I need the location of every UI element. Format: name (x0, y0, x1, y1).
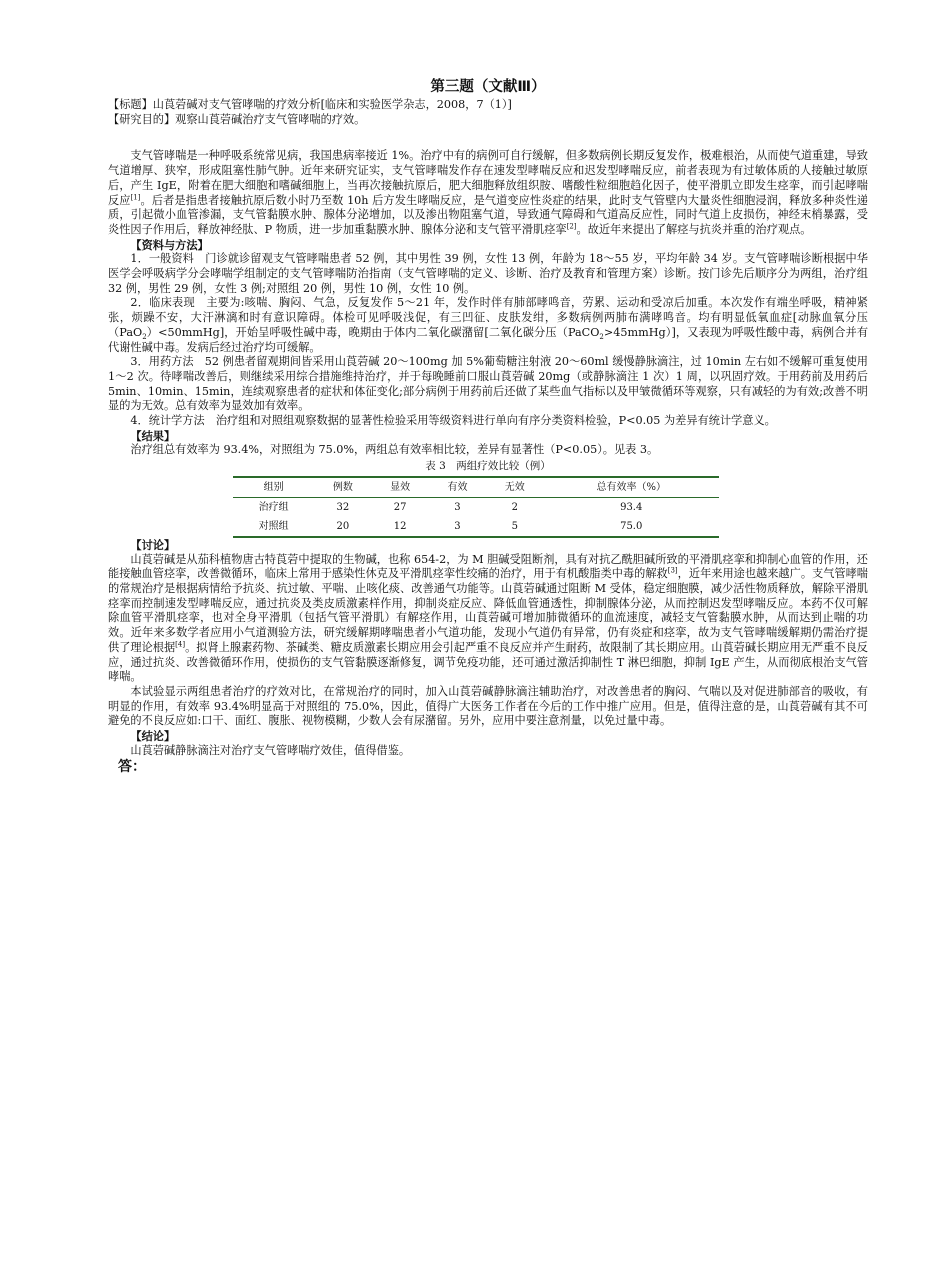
table-cell: 20 (336, 520, 350, 532)
table-cell: 治疗组 (258, 501, 289, 513)
meta-purpose: 【研究目的】观察山莨菪碱治疗支气管哮喘的疗效。 (108, 112, 366, 126)
table-header: 有效 (447, 481, 468, 493)
heading-discussion: 【讨论】 (130, 537, 176, 552)
table-caption: 表 3 两组疗效比较（例） (425, 460, 551, 473)
table-cell: 75.0 (620, 520, 643, 532)
discussion-paragraph-2: 本试验显示两组患者治疗的疗效对比，在常规治疗的同时，加入山莨菪碱静脉滴注辅助治疗，对改善患者的胸闷、气喘以及对促进肺部音的吸收，有明显的作用，有效率 93.4%明显高于对照组的 75.0%，因此，值得广大医务工作者在今后的工作中推广应用。但是，值得注意的是，山莨菪碱有其不可避免的不良反应如:口干、面红、腹胀、视物模糊，少数人会有尿潴留。另外，应用中要注意剂量，以免过量中毒。 (108, 684, 868, 728)
methods-statistics: 4．统计学方法 治疗组和对照组观察数据的显著性检验采用等级资料进行单向有序分类资料检验，P<0.05 为差异有统计学意义。 (130, 414, 776, 428)
table-cell: 93.4 (620, 501, 643, 513)
methods-clinical: 2．临床表现 主要为:咳喘、胸闷、气急，反复发作 5～21 年，发作时伴有肺部哮鸣音，劳累、运动和受凉后加重。本次发作有端坐呼吸，精神紧张，烦躁不安，大汗淋漓和时有意识障碍。体检可见呼吸浅促，有三凹征、皮肤发绀，多数病例两肺布满哮鸣音。均有明显低氧血症[动脉血氧分压（PaO$_2$）<50mmHg]，开始呈呼吸性碱中毒，晚期由于体内二氧化碳潴留[二氧化碳分压（PaCO$_2$>45mmHg）]，又表现为呼吸性酸中毒，病例合并有代谢性碱中毒。发病后经过治疗均可缓解。 (108, 296, 869, 354)
ref-3: [3] (667, 566, 678, 575)
heading-methods: 【资料与方法】 (130, 237, 209, 252)
table-cell: 12 (393, 520, 407, 532)
methods-general: 1．一般资料 门诊就诊留观支气管哮喘患者 52 例，其中男性 39 例，女性 13 例，年龄为 18～55 岁，平均年龄 34 岁。支气管哮喘诊断根据中华医学会呼吸病学分会哮喘学组制定的支气管哮喘防治指南（支气管哮喘的定义、诊断、治疗及教育和管理方案）诊断。按门诊先后顺序分为两组，治疗组 32 例，男性 29 例，女性 3 例;对照组 20 例，男性 10 例，女性 10 例。 (108, 252, 868, 295)
meta-title: 【标题】山莨菪碱对支气管哮喘的疗效分析[临床和实验医学杂志，2008，7（1）] (108, 98, 512, 111)
heading-conclusion: 【结论】 (130, 729, 176, 744)
discussion-paragraph-1: 山莨菪碱是从茄科植物唐古特莨菪中提取的生物碱，也称 654-2，为 M 胆碱受阻断剂，具有对抗乙酰胆碱所致的平滑肌痉挛和抑制心血管的作用，还能接触血管痉挛，改善微循环，临床上常用于感染性休克及平滑肌痉挛性绞痛的治疗，用于有机酸脂类中毒的解救[3]，近年来用途也越来越广。支气管哮喘的常规治疗是根据病情给予抗炎、抗过敏、平喘、止咳化痰、改善通气功能等。山莨菪碱通过阻断 M 受体，稳定细胞膜，减少活性物质释放，解除平滑肌痉挛而控制速发型哮喘反应，通过抗炎及类皮质激素样作用，抑制炎症反应、降低血管通透性，抑制腺体分泌，从而控制迟发型哮喘反应。本药不仅可解除血管平滑肌痉挛，也对全身平滑肌（包括气管平滑肌）有解痉作用，山莨菪碱可增加肺微循环的血流速度，减轻支气管黏膜水肿，从而达到止喘的功效。近年来多数学者应用小气道测验方法，研究缓解期哮喘患者小气道功能，发现小气道仍有异常，仍有炎症和痉挛，故为支气管哮喘缓解期仍需治疗提供了理论根据[4]。拟肾上腺素药物、茶碱类、糖皮质激素长期应用会引起严重不良反应并产生耐药，故限制了其长期应用。山莨菪碱长期应用无严重不良反应，通过抗炎、改善微循环作用，使损伤的支气管黏膜逐渐修复，调节免疫功能，还可通过激活抑制性 T 淋巴细胞，抑制 IgE 产生，从而彻底根治支气管哮喘。 (108, 552, 868, 684)
answer-label: 答： (118, 759, 146, 776)
table-header: 无效 (504, 481, 525, 493)
table-header: 组别 (263, 481, 284, 493)
spacer (108, 127, 868, 149)
intro-paragraph: 支气管哮喘是一种呼吸系统常见病，我国患病率接近 1%。治疗中有的病例可自行缓解，但多数病例长期反复发作，极难根治，从而使气道重建，导致气道增厚、狭窄，形成阻塞性肺气肿。近年来研究证实，支气管哮喘发作存在速发型哮喘反应和迟发型哮喘反应，前者表现为有过敏体质的人接触过敏原后，产生 IgE，附着在肥大细胞和嗜碱细胞上，当再次接触抗原后，肥大细胞释放组织胺、嗜酸性粒细胞趋化因子，使平滑肌立即发生痉挛，而引起哮喘反应[1]。后者是指患者接触抗原后数小时乃至数 10h 后方发生哮喘反应，是气道变应性炎症的结果，此时支气管壁内大量炎性细胞浸润，释放多种炎性递质，引起微小血管渗漏，支气管黏膜水肿、腺体分泌增加，以及渗出物阻塞气道，导致通气障碍和气道高反应性，同时气道上皮损伤，神经末梢暴露，受炎性因子作用后，释放神经肽、P 物质，进一步加重黏膜水肿、腺体分泌和支气管平滑肌痉挛[2]。故近年来提出了解痉与抗炎并重的治疗观点。 (108, 149, 868, 236)
conclusion-paragraph: 山莨菪碱静脉滴注对治疗支气管哮喘疗效佳，值得借鉴。 (130, 743, 411, 757)
table-cell: 5 (511, 520, 518, 532)
table-cell: 对照组 (258, 520, 289, 532)
table-cell: 3 (454, 501, 461, 513)
methods-medication: 3．用药方法 52 例患者留观期间皆采用山莨菪碱 20～100mg 加 5%葡萄糖注射液 20～60ml 缓慢静脉滴注，过 10min 左右如不缓解可重复使用 1～2 次。待哮喘改善后，则继续采用综合措施维持治疗，并于每晚睡前口服山莨菪碱 20mg（或静脉滴注 1 次）1 周，以巩固疗效。于用药前及用药后 5min、10min、15min，连续观察患者的症状和体征变化;部分病例于用药前后还做了某些血气指标以及甲皱微循环等观察，只有减轻的为有效;改善不明显的为无效。总有效率为显效加有效率。 (108, 355, 868, 413)
table-header: 总有效率（%） (596, 481, 666, 493)
heading-results: 【结果】 (130, 428, 176, 443)
page-title: 第三题（文献Ⅲ） (430, 79, 546, 95)
table-header: 例数 (332, 481, 353, 493)
ref-2: [2] (566, 222, 577, 231)
table-header: 显效 (390, 481, 411, 493)
ref-4: [4] (175, 640, 186, 649)
table-header-row (233, 477, 719, 498)
efficacy-table (233, 476, 719, 538)
table-cell: 3 (454, 520, 461, 532)
table-row (233, 517, 719, 537)
ref-1: [1] (130, 192, 141, 201)
table-cell: 32 (336, 501, 350, 513)
table-cell: 2 (511, 501, 518, 513)
document-page (108, 78, 868, 775)
table-cell: 27 (393, 501, 407, 513)
results-paragraph: 治疗组总有效率为 93.4%，对照组为 75.0%，两组总有效率相比较，差异有显著性（P<0.05）。见表 3。 (130, 443, 659, 457)
table-row (233, 497, 719, 517)
